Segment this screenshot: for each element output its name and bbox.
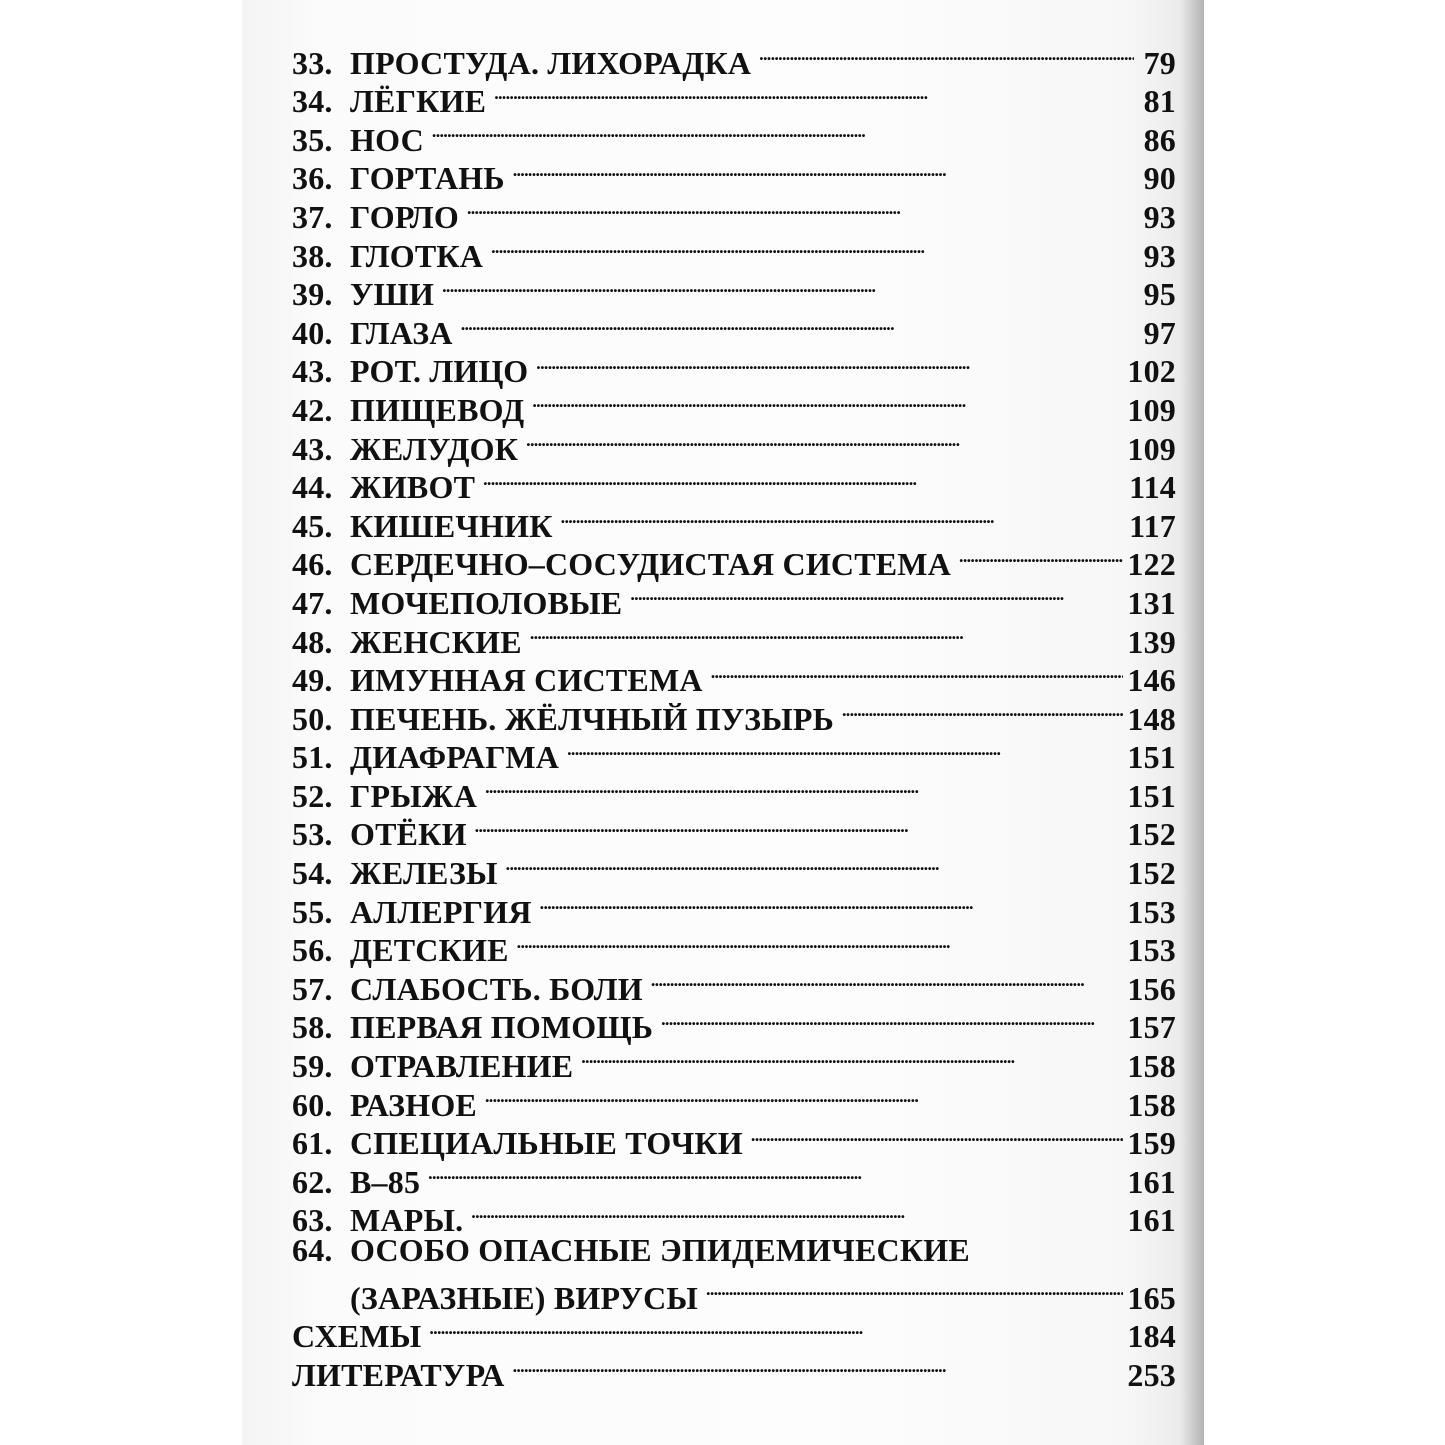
toc-entry-number: 57. [292,970,333,1007]
toc-entry-page-number: 156 [1127,970,1176,1007]
toc-entry-multiline-second-line [292,1270,1176,1316]
toc-dot-leader [661,1000,1123,1039]
toc-entry-page-number: 90 [1143,160,1176,197]
toc-entry-page-number: 158 [1127,1086,1176,1123]
toc-entry-title: УШИ [350,276,435,313]
toc-entry [292,35,1176,81]
toc-entry-page-number: 153 [1127,893,1176,930]
toc-entry-page-number: 161 [1127,1163,1176,1200]
toc-dot-leader [506,845,1124,884]
toc-dot-leader [429,1309,1123,1348]
toc-entry-title: ДЕТСКИЕ [350,932,509,969]
toc-entry-title: РОТ. ЛИЦО [350,353,529,390]
toc-entry-number: 42. [292,391,333,428]
toc-entry-page-number: 146 [1127,662,1176,699]
toc-entry-title: ОТРАВЛЕНИЕ [350,1048,574,1085]
toc-dot-leader [959,537,1123,576]
toc-entry-page-number: 152 [1127,855,1176,892]
toc-entry-number: 37. [292,198,333,235]
toc-entry-page-number: 95 [1143,276,1176,313]
toc-entry-title: ГОРТАНЬ [350,160,505,197]
toc-entry-title: ГРЫЖА [350,777,478,814]
toc-dot-leader [513,1347,1124,1386]
toc-entry-number: 50. [292,700,333,737]
toc-entry-page-number: 152 [1127,816,1176,853]
toc-entry-title: РАЗНОЕ [350,1086,477,1123]
toc-entry-list [292,35,1176,1239]
toc-entry-number: 52. [292,777,333,814]
toc-entry-page-number: 109 [1127,430,1176,467]
toc-entry-title-line1: ОСОБО ОПАСНЫЕ ЭПИДЕМИЧЕСКИЕ [350,1232,970,1269]
toc-entry-number: 47. [292,584,333,621]
toc-entry-multiline-first-line [292,1231,1176,1270]
toc-entry-page-number: 151 [1127,777,1176,814]
toc-entry-page-number: 158 [1127,1048,1176,1085]
toc-entry-title: МАРЫ. [350,1202,464,1239]
toc-dot-leader [706,1270,1123,1309]
toc-dot-leader [494,74,1134,113]
toc-dot-leader [526,421,1123,460]
toc-entry-number: 48. [292,623,333,660]
toc-entry-title: ПЕРВАЯ ПОМОЩЬ [350,1009,654,1046]
toc-entry-page-number: 109 [1127,391,1176,428]
toc-dot-leader [532,382,1123,421]
toc-entry-page-number: 161 [1127,1202,1176,1239]
toc-dot-leader [842,691,1123,730]
toc-entry-number: 54. [292,855,333,892]
toc-dot-leader [485,1077,1123,1116]
toc-entry-title: ЖИВОТ [350,469,476,506]
toc-dot-leader [513,151,1134,190]
toc-entry-title: ИМУННАЯ СИСТЕМА [350,662,703,699]
toc-entry-page-number: 159 [1127,1125,1176,1162]
toc-dot-leader [567,730,1123,769]
toc-entry-number: 58. [292,1009,333,1046]
toc-entry-page-number: 81 [1143,83,1176,120]
toc-entry-page-number: 122 [1127,546,1176,583]
toc-entry-number: 43. [292,353,333,390]
toc-entry-number: 40. [292,314,333,351]
toc-entry-number: 36. [292,160,333,197]
toc-dot-leader [751,1116,1124,1155]
toc-entry-title: СХЕМЫ [292,1318,422,1355]
toc-entry-number: 34. [292,83,333,120]
toc-entry-number: 63. [292,1202,333,1239]
toc-dot-leader [536,344,1123,383]
toc-entry-title: ЖЕЛУДОК [350,430,519,467]
toc-dot-leader [759,35,1134,74]
toc-entry-title: АЛЛЕРГИЯ [350,893,532,930]
toc-entry-title: ПИЩЕВОД [350,391,525,428]
toc-entry-title: ЖЕЛЕЗЫ [350,855,498,892]
toc-entry-title: ЛЁГКИЕ [350,83,487,120]
toc-entry-title: СПЕЦИАЛЬНЫЕ ТОЧКИ [350,1125,743,1162]
toc-entry-number: 45. [292,507,333,544]
toc-entry-page-number: 114 [1129,469,1176,506]
toc-entry-number: 53. [292,816,333,853]
toc-entry [292,151,1176,197]
toc-entry-number: 46. [292,546,333,583]
toc-entry-title: НОС [350,121,424,158]
toc-entry-title: МОЧЕПОЛОВЫЕ [350,584,623,621]
toc-entry-page-number: 165 [1127,1279,1176,1316]
toc-entry-page-number: 93 [1143,237,1176,274]
toc-entry-page-number: 139 [1127,623,1176,660]
toc-entry-page-number: 117 [1129,507,1176,544]
toc-entry-number: 33. [292,44,333,81]
toc-dot-leader [530,614,1124,653]
toc-entry-number: 60. [292,1086,333,1123]
toc-entry-number: 49. [292,662,333,699]
toc-entry-title: ПЕЧЕНЬ. ЖЁЛЧНЫЙ ПУЗЫРЬ [350,700,834,737]
toc-dot-leader [471,1193,1123,1232]
toc-entry-title: ГОРЛО [350,198,459,235]
toc-dot-leader [491,228,1134,267]
toc-entry-literature [292,1347,1176,1393]
toc-entry-page-number: 79 [1143,44,1176,81]
toc-entry-title: ПРОСТУДА. ЛИХОРАДКА [350,44,752,81]
toc-dot-leader [483,460,1125,499]
toc-entry-title: ГЛАЗА [350,314,453,351]
toc-entry [292,1193,1176,1239]
table-of-contents [292,35,1176,1393]
toc-entry-number: 43. [292,430,333,467]
toc-dot-leader [651,961,1124,1000]
toc-dot-leader [442,267,1134,306]
toc-entry-title: ЛИТЕРАТУРА [292,1356,505,1393]
toc-entry-title: КИШЕЧНИК [350,507,553,544]
toc-dot-leader [485,768,1123,807]
toc-dot-leader [561,498,1126,537]
toc-dot-leader [517,923,1124,962]
toc-entry-number: 61. [292,1125,333,1162]
toc-entry-title: ЖЕНСКИЕ [350,623,522,660]
toc-entry-number: 59. [292,1048,333,1085]
toc-entry-title: ОТЁКИ [350,816,467,853]
toc-entry-number: 56. [292,932,333,969]
toc-entry-page-number: 148 [1127,700,1176,737]
toc-dot-leader [581,1038,1123,1077]
toc-entry-title: ГЛОТКА [350,237,484,274]
toc-entry-title: СЛАБОСТЬ. БОЛИ [350,970,643,1007]
toc-entry-number: 62. [292,1163,333,1200]
toc-entry-title: ДИАФРАГМА [350,739,560,776]
toc-dot-leader [540,884,1124,923]
toc-dot-leader [428,1154,1123,1193]
toc-entry-page-number: 86 [1143,121,1176,158]
toc-dot-leader [630,575,1123,614]
toc-entry-number: 35. [292,121,333,158]
toc-dot-leader [432,112,1134,151]
toc-dot-leader [475,807,1124,846]
toc-entry-page-number: 184 [1127,1318,1176,1355]
toc-entry-page-number: 102 [1127,353,1176,390]
toc-entry-page-number: 153 [1127,932,1176,969]
toc-dot-leader [467,189,1134,228]
toc-entry-page-number: 97 [1143,314,1176,351]
toc-entry-number: 39. [292,276,333,313]
toc-entry-number: 51. [292,739,333,776]
toc-entry-page-number: 253 [1127,1356,1176,1393]
toc-entry-title: В–85 [350,1163,421,1200]
toc-entry-number: 64. [292,1232,333,1269]
toc-entry-number: 44. [292,469,333,506]
toc-entry-page-number: 157 [1127,1009,1176,1046]
toc-entry-page-number: 93 [1143,198,1176,235]
toc-entry-page-number: 151 [1127,739,1176,776]
toc-dot-leader [711,653,1124,692]
toc-entry-title-line2: (ЗАРАЗНЫЕ) ВИРУСЫ [350,1279,699,1316]
toc-entry-number: 38. [292,237,333,274]
toc-entry-title: СЕРДЕЧНО–СОСУДИСТАЯ СИСТЕМА [350,546,952,583]
toc-dot-leader [461,305,1134,344]
toc-entry-number: 55. [292,893,333,930]
toc-entry-page-number: 131 [1127,584,1176,621]
